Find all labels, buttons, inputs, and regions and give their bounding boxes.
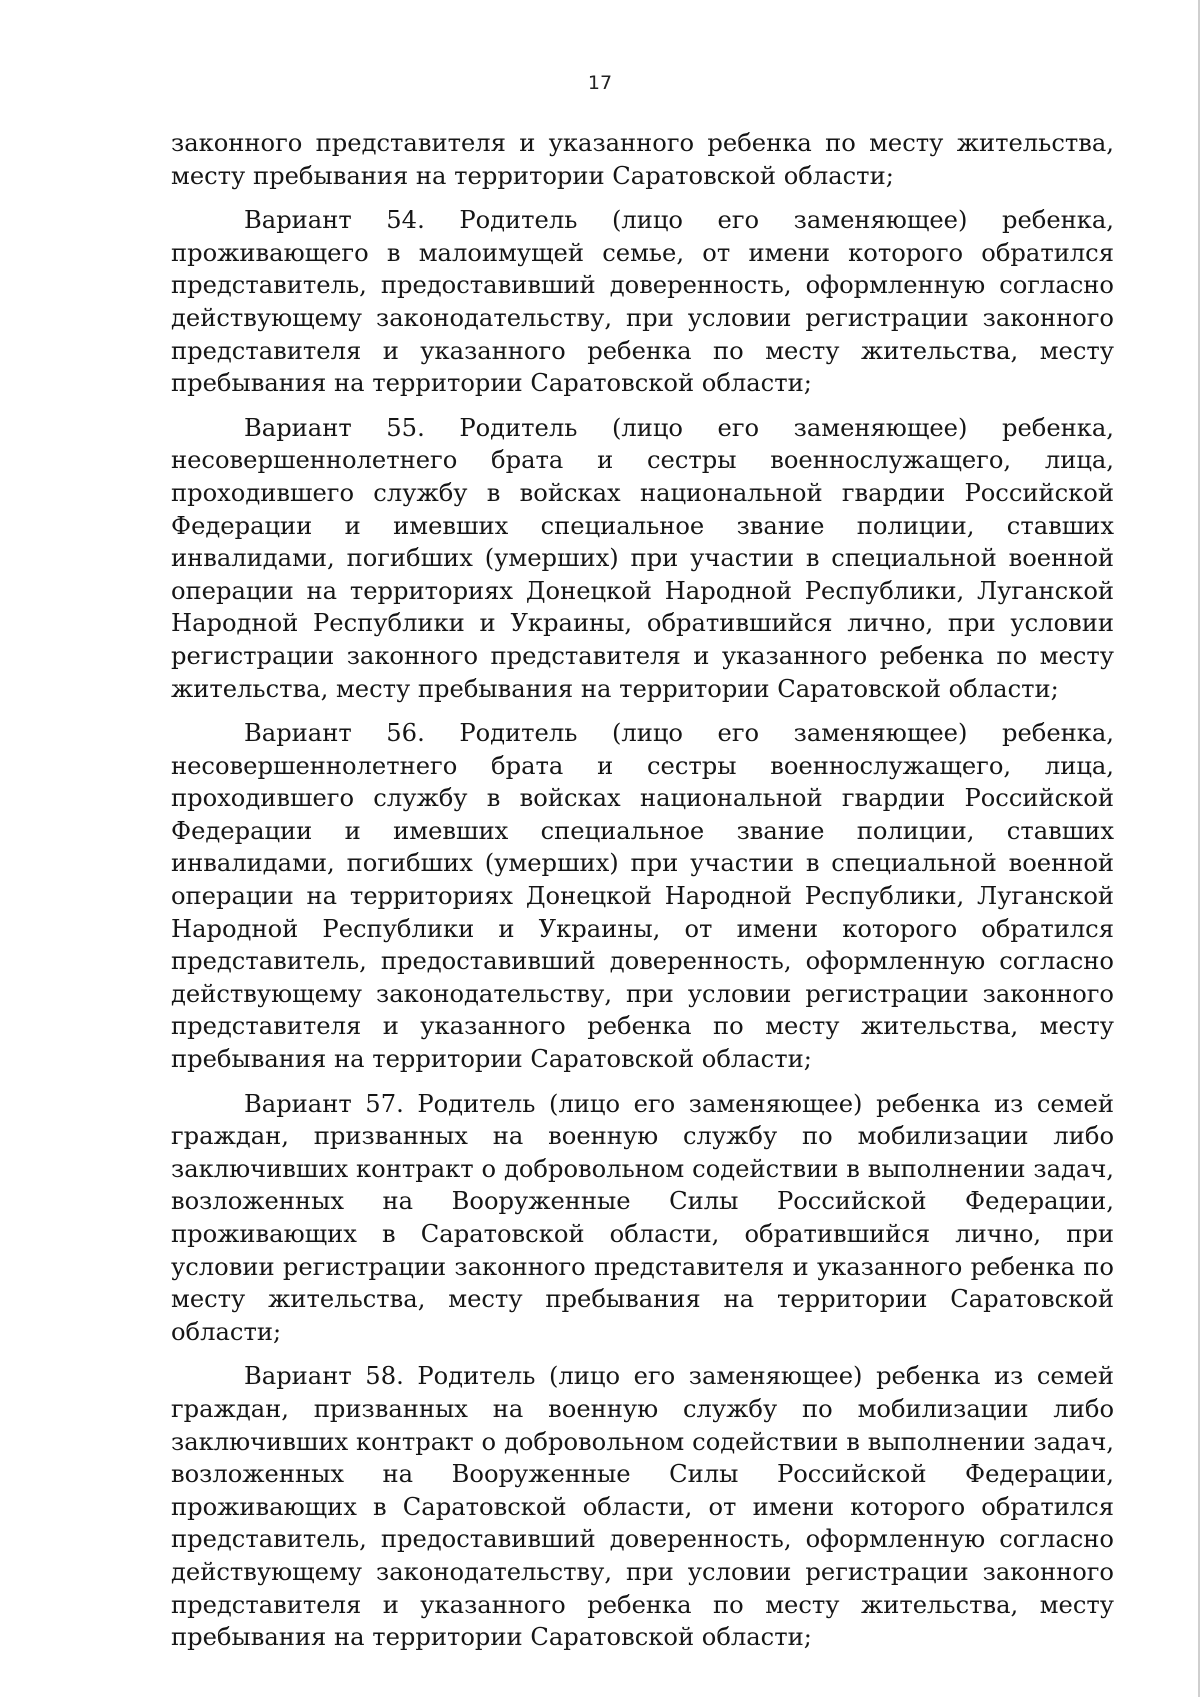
document-body: [171, 127, 1114, 1666]
page-number: 17: [587, 72, 613, 94]
paragraph-variant-56: Вариант 56. Родитель (лицо его заменяющее) ребенка, несовершеннолетнего брата и сестры военнослужащего, лица, проходившего службу в войсках национальной гвардии Российской Федерации и имевших специальное звание полиции, ставших инвалидами, погибших (умерших) при участии в специальной военной операции на территориях Донецкой Народной Республики, Луганской Народной Республики и Украины, от имени которого обратился представитель, предоставивший доверенность, оформленную согласно действующему законодательству, при условии регистрации законного представителя и указанного ребенка по месту жительства, месту пребывания на территории Саратовской области;: [171, 719, 1114, 1074]
paragraph-variant-58: Вариант 58. Родитель (лицо его заменяющее) ребенка из семей граждан, призванных на военную службу по мобилизации либо заключивших контракт о добровольном содействии в выполнении задач, возложенных на Вооруженные Силы Российской Федерации, проживающих в Саратовской области, от имени которого обратился представитель, предоставивший доверенность, оформленную согласно действующему законодательству, при условии регистрации законного представителя и указанного ребенка по месту жительства, месту пребывания на территории Саратовской области;: [171, 1362, 1114, 1652]
paragraph-variant-55: Вариант 55. Родитель (лицо его заменяющее) ребенка, несовершеннолетнего брата и сестры военнослужащего, лица, проходившего службу в войсках национальной гвардии Российской Федерации и имевших специальное звание полиции, ставших инвалидами, погибших (умерших) при участии в специальной военной операции на территориях Донецкой Народной Республики, Луганской Народной Республики и Украины, обратившийся лично, при условии регистрации законного представителя и указанного ребенка по месту жительства, месту пребывания на территории Саратовской области;: [171, 413, 1114, 703]
paragraph-variant-54: Вариант 54. Родитель (лицо его заменяющее) ребенка, проживающего в малоимущей семье, от имени которого обратился представитель, предоставивший доверенность, оформленную согласно действующему законодательству, при условии регистрации законного представителя и указанного ребенка по месту жительства, месту пребывания на территории Саратовской области;: [171, 206, 1114, 398]
paragraph-continuation: законного представителя и указанного ребенка по месту жительства, месту пребывания на территории Саратовской области;: [171, 129, 1114, 190]
paragraph-variant-57: Вариант 57. Родитель (лицо его заменяющее) ребенка из семей граждан, призванных на военную службу по мобилизации либо заключивших контракт о добровольном содействии в выполнении задач, возложенных на Вооруженные Силы Российской Федерации, проживающих в Саратовской области, обратившийся лично, при условии регистрации законного представителя и указанного ребенка по месту жительства, месту пребывания на территории Саратовской области;: [171, 1089, 1114, 1346]
